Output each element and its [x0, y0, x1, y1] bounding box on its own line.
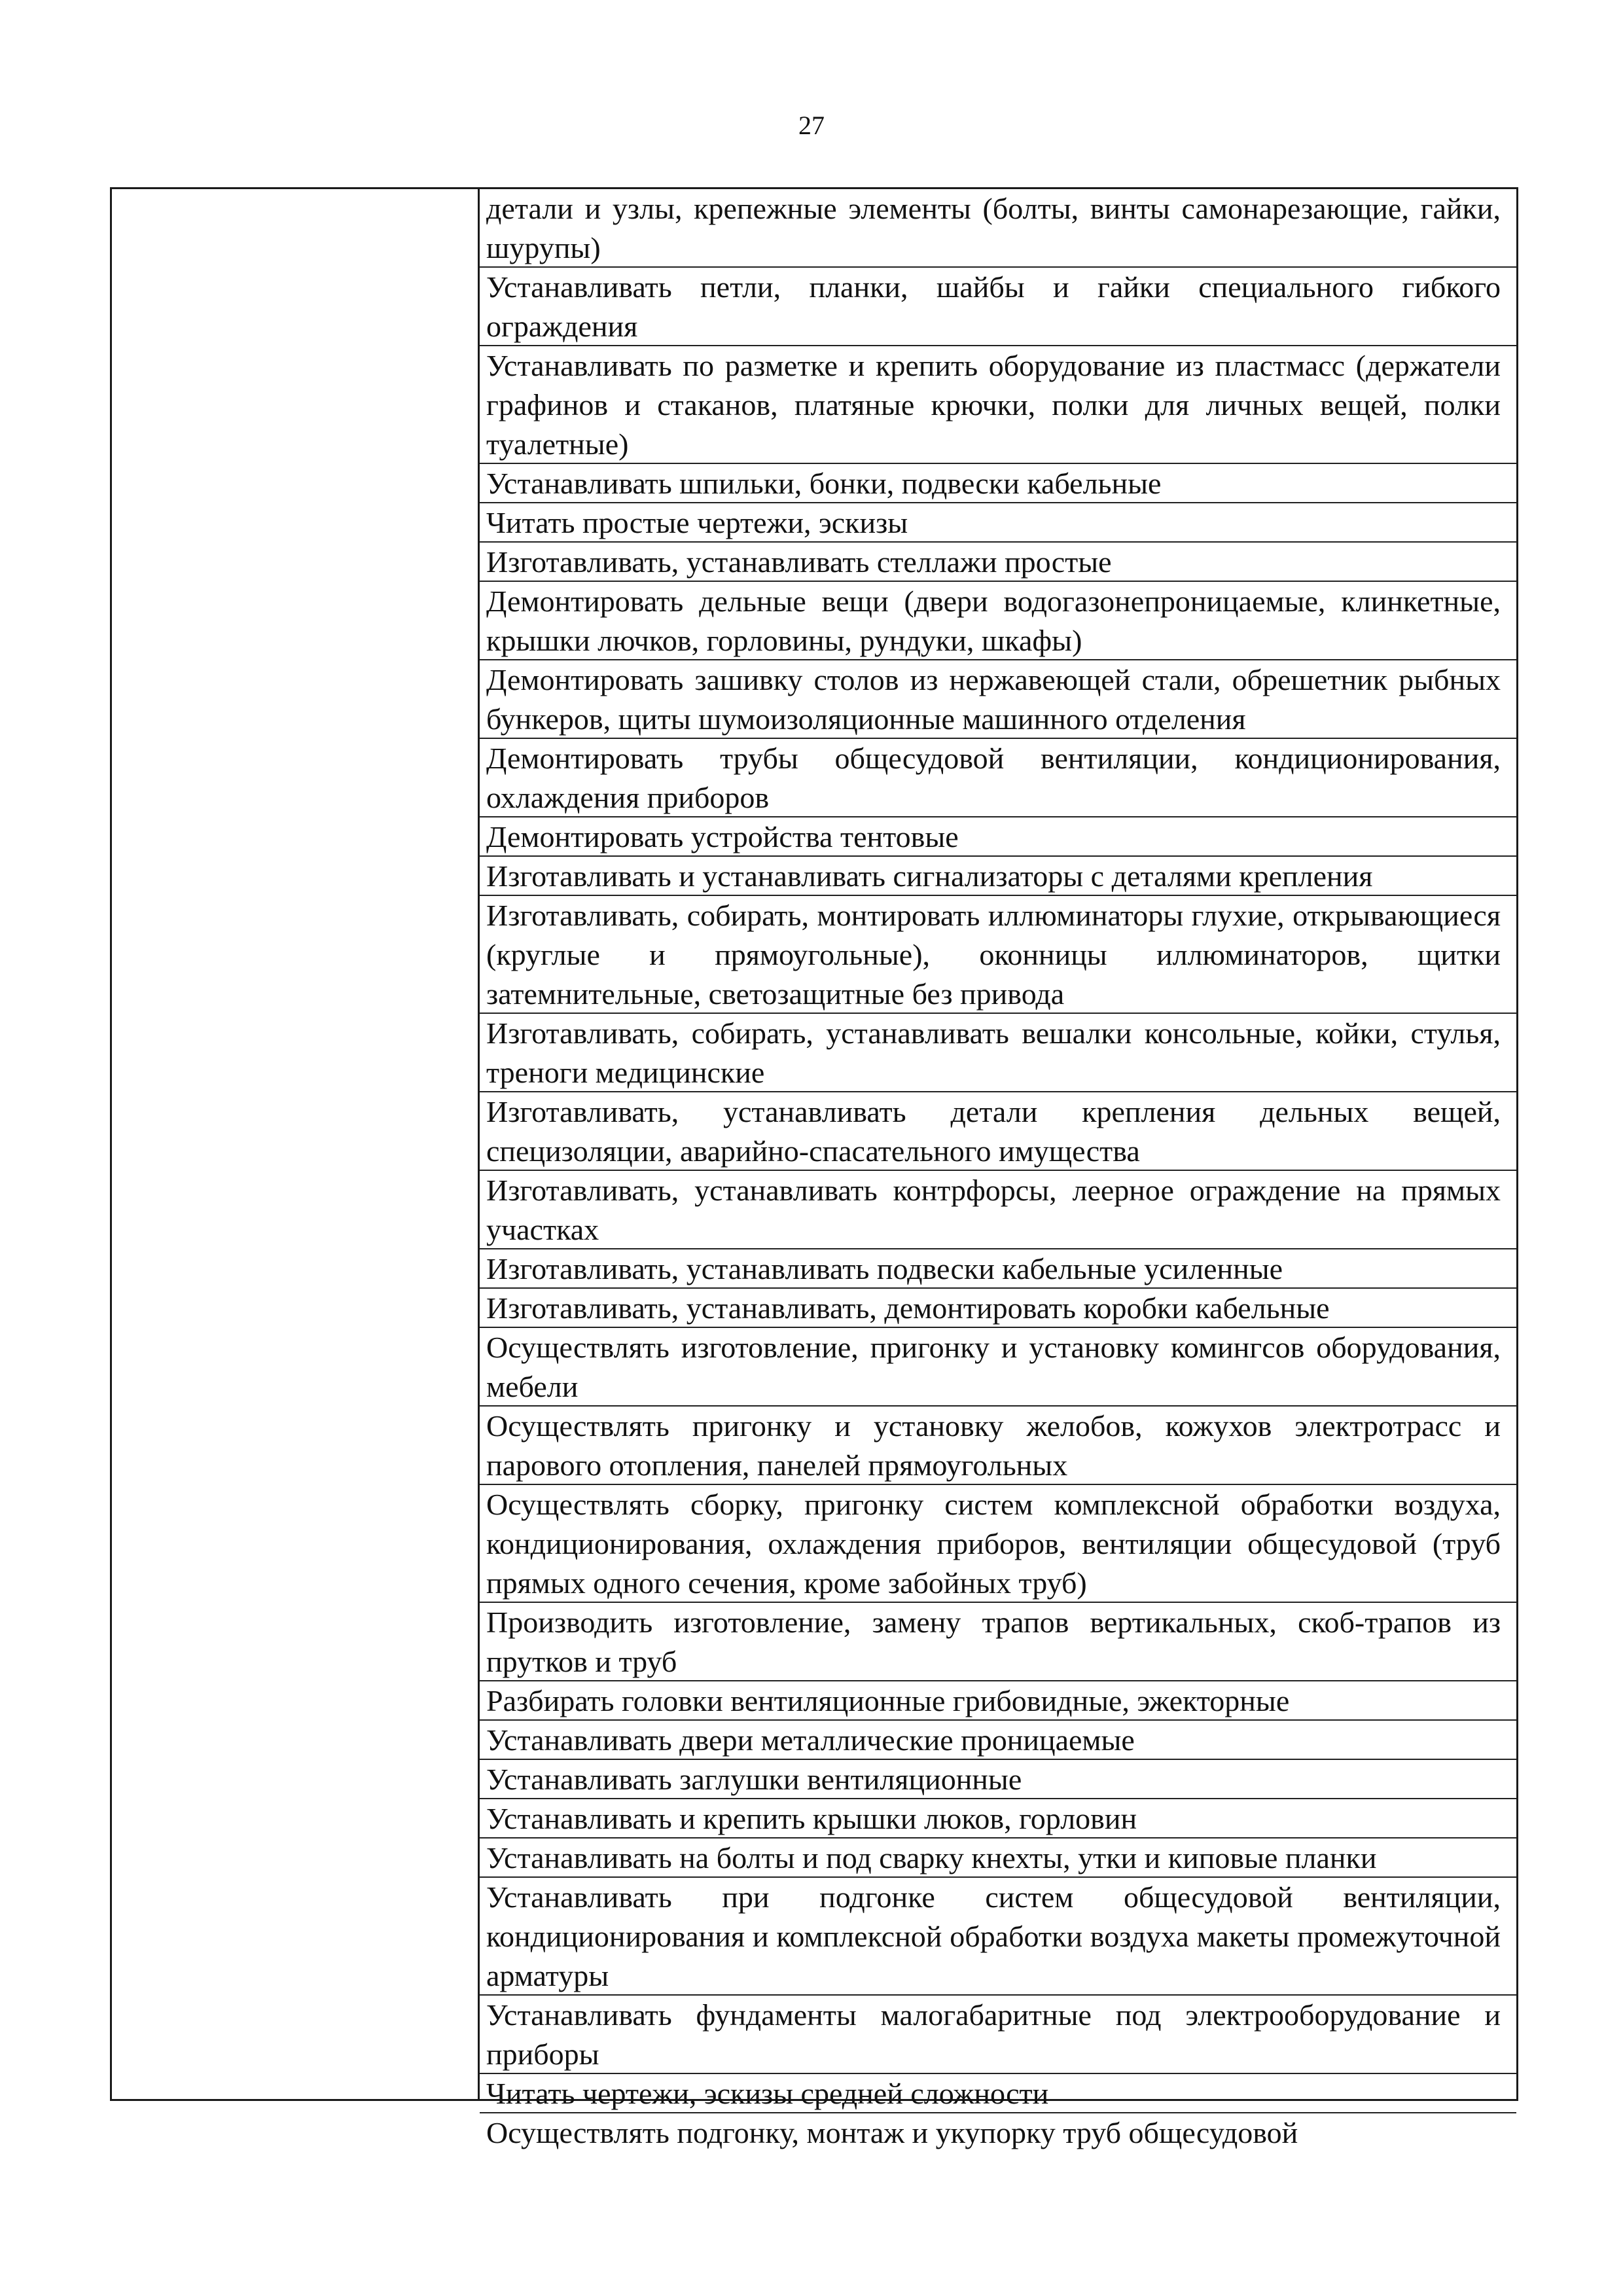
table-row: Устанавливать фундаменты малогабаритные под электрооборудование и приборы — [480, 1996, 1516, 2074]
page-number: 27 — [798, 111, 825, 140]
table-row: Устанавливать на болты и под сварку кнехты, утки и киповые планки — [480, 1839, 1516, 1878]
table-row: Читать простые чертежи, эскизы — [480, 503, 1516, 543]
table-row: Устанавливать шпильки, бонки, подвески кабельные — [480, 464, 1516, 503]
table-row: Изготавливать, устанавливать контрфорсы, леерное ограждение на прямых участках — [480, 1171, 1516, 1249]
table-row: Изготавливать, собирать, монтировать иллюминаторы глухие, открывающиеся (круглые и прямоугольные), оконницы иллюминаторов, щитки затемнительные, светозащитные без привода — [480, 896, 1516, 1014]
table-row: Читать чертежи, эскизы средней сложности — [480, 2074, 1516, 2113]
table-row: Изготавливать, устанавливать детали крепления дельных вещей, специзоляции, аварийно-спасательного имущества — [480, 1092, 1516, 1171]
table-row: детали и узлы, крепежные элементы (болты, винты самонарезающие, гайки, шурупы) — [480, 189, 1516, 268]
table-row: Производить изготовление, замену трапов вертикальных, скоб-трапов из прутков и труб — [480, 1603, 1516, 1681]
table-row: Устанавливать по разметке и крепить оборудование из пластмасс (держатели графинов и стаканов, платяные крючки, полки для личных вещей, полки туалетные) — [480, 346, 1516, 464]
right-column-cells — [480, 189, 1516, 2149]
table-row: Изготавливать, собирать, устанавливать вешалки консольные, койки, стулья, треноги медицинские — [480, 1014, 1516, 1092]
table-row: Изготавливать, устанавливать подвески кабельные усиленные — [480, 1249, 1516, 1289]
table-row: Демонтировать устройства тентовые — [480, 817, 1516, 857]
table-row: Осуществлять подгонку, монтаж и укупорку труб общесудовой — [486, 2116, 1298, 2149]
table-row: Изготавливать и устанавливать сигнализаторы с деталями крепления — [480, 857, 1516, 896]
table-row: Осуществлять пригонку и установку желобов, кожухов электротрасс и парового отопления, панелей прямоугольных — [480, 1407, 1516, 1485]
table-row: Устанавливать двери металлические проницаемые — [480, 1721, 1516, 1760]
table-row: Устанавливать и крепить крышки люков, горловин — [480, 1799, 1516, 1839]
table-row: Демонтировать трубы общесудовой вентиляции, кондиционирования, охлаждения приборов — [480, 739, 1516, 817]
table-row: Устанавливать при подгонке систем общесудовой вентиляции, кондиционирования и комплексной обработки воздуха макеты промежуточной арматуры — [480, 1878, 1516, 1996]
table-row: Осуществлять изготовление, пригонку и установку комингсов оборудования, мебели — [480, 1328, 1516, 1407]
table-row: Устанавливать петли, планки, шайбы и гайки специального гибкого ограждения — [480, 268, 1516, 346]
table-row: Осуществлять сборку, пригонку систем комплексной обработки воздуха, кондиционирования, охлаждения приборов, вентиляции общесудовой (труб прямых одного сечения, кроме забойных труб) — [480, 1485, 1516, 1603]
requirements-table — [110, 187, 1518, 2149]
table-row: Демонтировать дельные вещи (двери водогазонепроницаемые, клинкетные, крышки лючков, горловины, рундуки, шкафы) — [480, 582, 1516, 660]
table-row: Устанавливать заглушки вентиляционные — [480, 1760, 1516, 1799]
table-row: Разбирать головки вентиляционные грибовидные, эжекторные — [480, 1681, 1516, 1721]
left-column-cell — [112, 189, 480, 2099]
table-row: Изготавливать, устанавливать, демонтировать коробки кабельные — [480, 1289, 1516, 1328]
table-row: Демонтировать зашивку столов из нержавеющей стали, обрешетник рыбных бункеров, щиты шумоизоляционные машинного отделения — [480, 660, 1516, 739]
table-row: Изготавливать, устанавливать стеллажи простые — [480, 543, 1516, 582]
